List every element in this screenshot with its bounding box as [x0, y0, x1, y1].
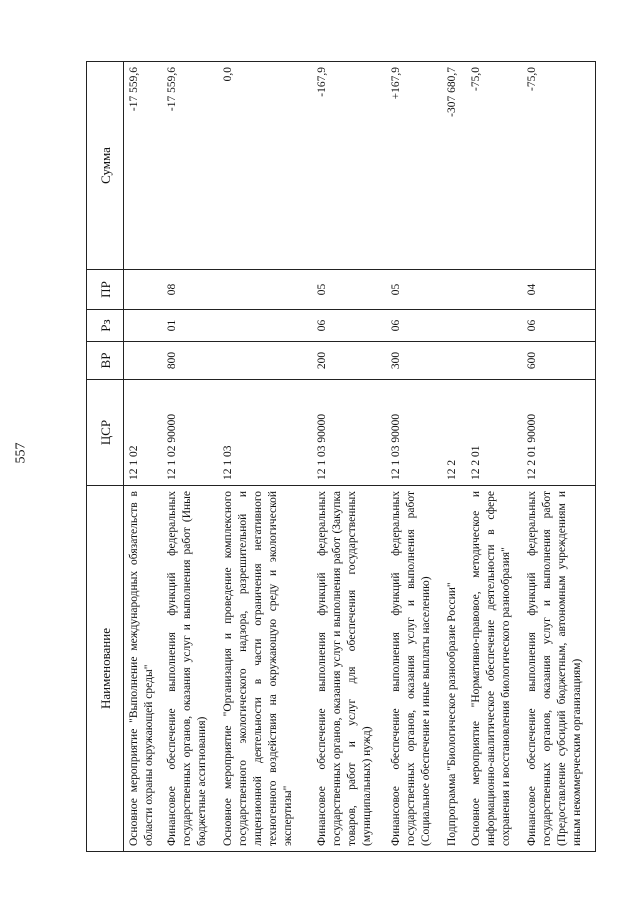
row-name: Финансовое обеспечение выполнения функций федеральных государственных органов, оказания услуг и выполнения работ (Предоставление субсидий бюджетным, автономным учреждениям и иным некоммерческим организациям): [522, 486, 596, 852]
row-rz: 06: [522, 310, 596, 342]
header-sum: Сумма: [87, 62, 124, 270]
row-csr: 12 1 02 90000: [162, 380, 218, 486]
row-sum: -75,0: [466, 62, 522, 270]
table-row: [162, 62, 218, 852]
table-row: [442, 62, 466, 852]
row-pr: 08: [162, 270, 218, 310]
header-rz: Рз: [87, 310, 124, 342]
row-sum: -17 559,6: [124, 62, 162, 270]
row-sum: 0,0: [218, 62, 312, 270]
row-rz: [124, 310, 162, 342]
row-vr: [124, 342, 162, 380]
row-csr: 12 1 02: [124, 380, 162, 486]
row-sum: -167,9: [312, 62, 386, 270]
table-header-row: [87, 62, 124, 852]
rotated-table-wrapper: [86, 62, 594, 852]
row-pr: 05: [312, 270, 386, 310]
row-name: Основное мероприятие "Организация и проведение комплексного государственного экологического надзора, разрешительной и лицензионной деятельности в части ограничения негативного техногенного воздействия на окружающую среду и экологической экспертизы": [218, 486, 312, 852]
header-vr: ВР: [87, 342, 124, 380]
row-pr: [466, 270, 522, 310]
row-csr: 12 1 03 90000: [386, 380, 442, 486]
row-pr: [218, 270, 312, 310]
row-vr: 600: [522, 342, 596, 380]
row-sum: -75,0: [522, 62, 596, 270]
row-rz: [218, 310, 312, 342]
header-csr: ЦСР: [87, 380, 124, 486]
table-row: [312, 62, 386, 852]
row-name: Финансовое обеспечение выполнения функций федеральных государственных органов, оказания услуг и выполнения работ (Социальное обеспечение и иные выплаты населению): [386, 486, 442, 852]
row-pr: 05: [386, 270, 442, 310]
row-csr: 12 1 03: [218, 380, 312, 486]
row-sum: -17 559,6: [162, 62, 218, 270]
row-csr: 12 2 01: [466, 380, 522, 486]
row-pr: 04: [522, 270, 596, 310]
table-row: [386, 62, 442, 852]
page-number: 557: [13, 442, 28, 463]
row-rz: 06: [386, 310, 442, 342]
row-name: Подпрограмма "Биологическое разнообразие России": [442, 486, 466, 852]
row-name: Основное мероприятие "Выполнение международных обязательств в области охраны окружающей среды": [124, 486, 162, 852]
row-csr: 12 2: [442, 380, 466, 486]
row-csr: 12 1 03 90000: [312, 380, 386, 486]
row-vr: [466, 342, 522, 380]
row-name: Основное мероприятие "Нормативно-правовое, методическое и информационно-аналитическое обеспечение деятельности в сфере сохранения и восстановления биологического разнообразия": [466, 486, 522, 852]
row-name: Финансовое обеспечение выполнения функций федеральных государственных органов, оказания услуг и выполнения работ (Закупка товаров, работ и услуг для обеспечения государственных (муниципальных) нужд): [312, 486, 386, 852]
row-vr: 800: [162, 342, 218, 380]
row-rz: [442, 310, 466, 342]
row-rz: 06: [312, 310, 386, 342]
table-row: [218, 62, 312, 852]
row-name: Финансовое обеспечение выполнения функций федеральных государственных органов, оказания услуг и выполнения работ (Иные бюджетные ассигнования): [162, 486, 218, 852]
table-row: [466, 62, 522, 852]
table-row: [522, 62, 596, 852]
row-vr: [218, 342, 312, 380]
row-vr: 200: [312, 342, 386, 380]
row-sum: -307 680,7: [442, 62, 466, 270]
row-pr: [442, 270, 466, 310]
row-vr: 300: [386, 342, 442, 380]
row-sum: +167,9: [386, 62, 442, 270]
header-name: Наименование: [87, 486, 124, 852]
row-rz: [466, 310, 522, 342]
page-number-area: [0, 0, 42, 905]
table-row: [124, 62, 162, 852]
row-rz: 01: [162, 310, 218, 342]
row-pr: [124, 270, 162, 310]
row-vr: [442, 342, 466, 380]
budget-table: [86, 61, 596, 852]
header-pr: ПР: [87, 270, 124, 310]
row-csr: 12 2 01 90000: [522, 380, 596, 486]
